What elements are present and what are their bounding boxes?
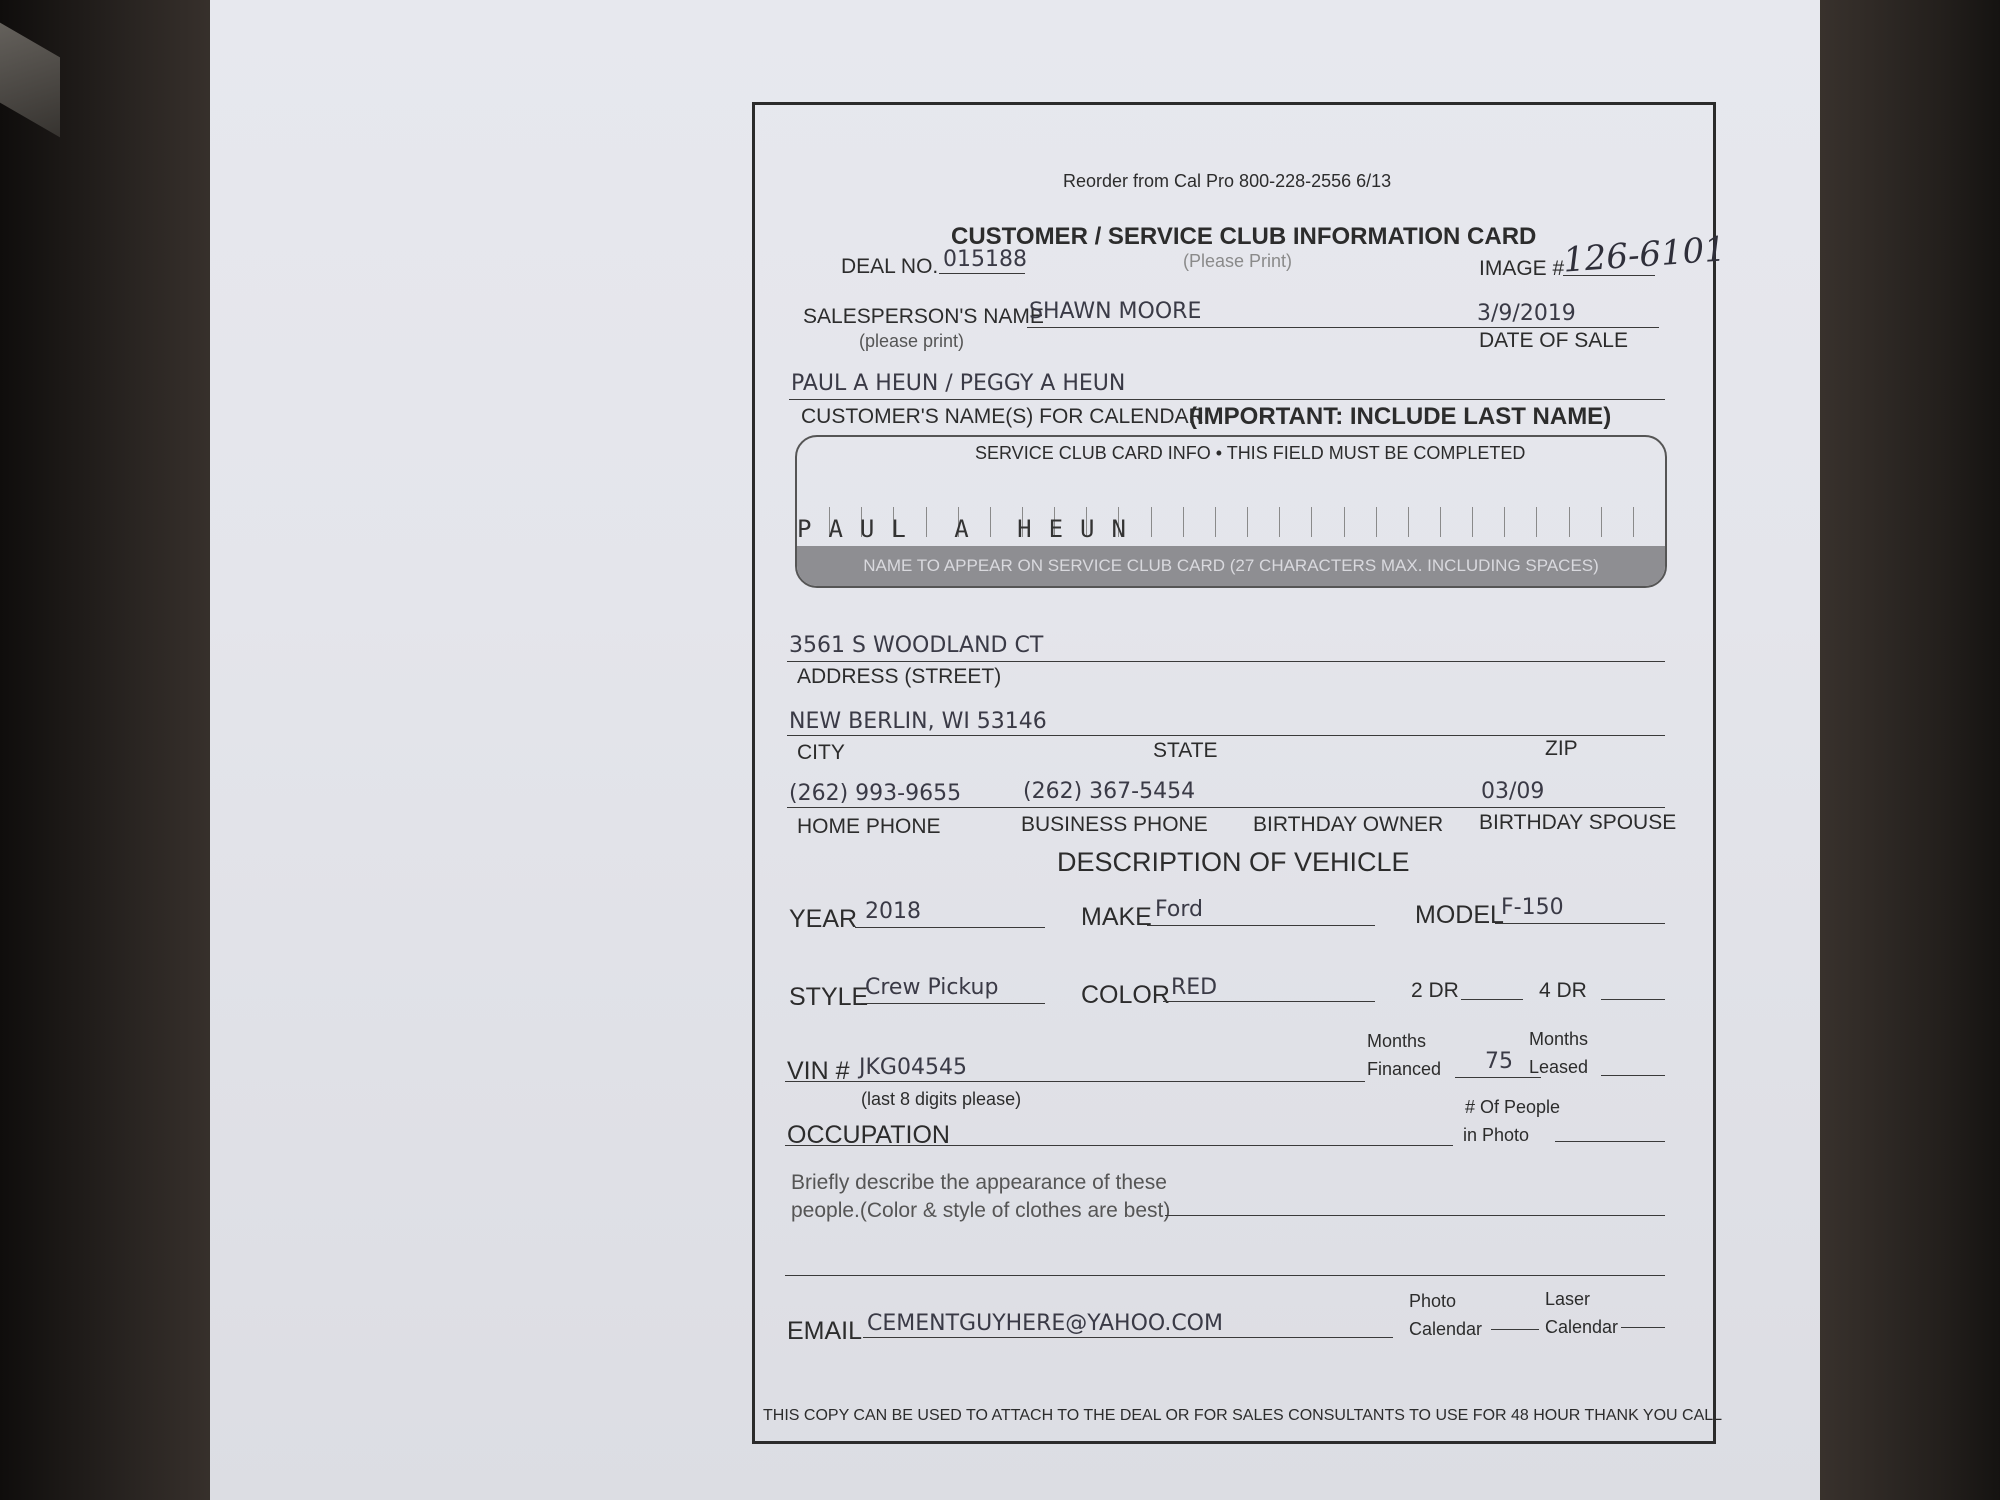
service-club-cell-divider [1376, 507, 1377, 537]
service-club-cell-divider [1247, 507, 1248, 537]
months-financed-label-1: Months [1367, 1031, 1427, 1051]
deal-no-label: DEAL NO. [841, 255, 939, 278]
model-label: MODEL [1415, 901, 1504, 929]
service-club-header: SERVICE CLUB CARD INFO • THIS FIELD MUST BE COMPLETED [975, 443, 1526, 463]
birthday-spouse-label: BIRTHDAY SPOUSE [1479, 811, 1677, 834]
service-club-cell-divider [1536, 507, 1537, 537]
salesperson-value: SHAWN MOORE [1029, 299, 1202, 324]
style-value: Crew Pickup [865, 975, 999, 1000]
zip-label: ZIP [1545, 737, 1578, 760]
image-line [1563, 275, 1655, 276]
information-card [752, 102, 1728, 1444]
deal-no-line [939, 273, 1025, 274]
months-leased-label-1: Months [1529, 1029, 1589, 1049]
service-club-cell-divider [1151, 507, 1152, 537]
model-line [1495, 923, 1665, 924]
reorder-text: Reorder from Cal Pro 800-228-2556 6/13 [1063, 171, 1392, 191]
service-club-band: NAME TO APPEAR ON SERVICE CLUB CARD (27 CHARACTERS MAX. INCLUDING SPACES) [797, 546, 1665, 586]
vin-line [785, 1081, 1365, 1082]
model-value: F-150 [1501, 895, 1564, 920]
service-club-cell-divider [1601, 507, 1602, 537]
make-value: Ford [1155, 897, 1203, 922]
describe-line-1: Briefly describe the appearance of these [791, 1171, 1167, 1194]
people-label-1: # Of People [1465, 1097, 1561, 1117]
please-print-note: (Please Print) [1183, 251, 1293, 271]
months-leased-line [1601, 1075, 1665, 1076]
address-label: ADDRESS (STREET) [797, 665, 1002, 688]
describe-line-2: people.(Color & style of clothes are best) [791, 1199, 1171, 1222]
city-value: NEW BERLIN, WI 53146 [789, 709, 1047, 734]
paper-sheet [210, 0, 1820, 1500]
make-line [1147, 925, 1375, 926]
state-label: STATE [1153, 739, 1218, 762]
image-value: 126-6101 [1561, 229, 1728, 281]
email-line [863, 1337, 1393, 1338]
customer-names-line [789, 399, 1665, 400]
vin-label: VIN # [787, 1057, 850, 1085]
year-label: YEAR [789, 905, 858, 933]
service-club-cell-divider [1311, 507, 1312, 537]
card-title: CUSTOMER / SERVICE CLUB INFORMATION CARD [951, 223, 1537, 250]
year-line [855, 927, 1045, 928]
background-right [1810, 0, 2000, 1500]
business-phone-label: BUSINESS PHONE [1021, 813, 1208, 836]
style-line [861, 1003, 1045, 1004]
photo-calendar-line [1491, 1329, 1539, 1330]
service-club-cell-divider [1472, 507, 1473, 537]
birthday-spouse-value: 03/09 [1481, 779, 1545, 804]
background-left [0, 0, 230, 1500]
email-value: CEMENTGUYHERE@YAHOO.COM [867, 1311, 1223, 1336]
4dr-label: 4 DR [1539, 979, 1587, 1002]
style-label: STYLE [789, 983, 869, 1011]
address-value: 3561 S WOODLAND CT [789, 633, 1044, 658]
vehicle-heading: DESCRIPTION OF VEHICLE [1057, 847, 1410, 877]
photo-calendar-label-1: Photo [1409, 1291, 1457, 1311]
2dr-label: 2 DR [1411, 979, 1459, 1002]
service-club-cell-divider [1344, 507, 1345, 537]
months-leased-label-2: Leased [1529, 1057, 1589, 1077]
vin-value: JKG04545 [859, 1055, 967, 1080]
address-line [787, 661, 1665, 662]
date-of-sale-label: DATE OF SALE [1479, 329, 1628, 352]
email-label: EMAIL [787, 1317, 863, 1345]
service-club-cell-divider [1279, 507, 1280, 537]
date-of-sale-value: 3/9/2019 [1477, 301, 1576, 326]
photo-calendar-label-2: Calendar [1409, 1319, 1483, 1339]
service-club-cell-divider [1183, 507, 1184, 537]
home-phone-value: (262) 993-9655 [789, 781, 962, 806]
service-club-cell-divider [1569, 507, 1570, 537]
service-club-cell-divider [1215, 507, 1216, 537]
home-phone-label: HOME PHONE [797, 815, 941, 838]
laser-calendar-label-1: Laser [1545, 1289, 1591, 1309]
year-value: 2018 [865, 899, 921, 924]
service-club-cell-divider [1504, 507, 1505, 537]
blank-line [785, 1275, 1665, 1276]
city-label: CITY [797, 741, 845, 764]
customer-names-label: CUSTOMER'S NAME(S) FOR CALENDAR [801, 405, 1204, 428]
business-phone-value: (262) 367-5454 [1023, 779, 1196, 804]
4dr-line [1601, 999, 1665, 1000]
birthday-owner-label: BIRTHDAY OWNER [1253, 813, 1444, 836]
people-line [1555, 1141, 1665, 1142]
footer-note: THIS COPY CAN BE USED TO ATTACH TO THE DEAL OR FOR SALES CONSULTANTS TO USE FOR 48 HOUR THANK YOU CALL [763, 1407, 1723, 1424]
service-club-cell-divider [1633, 507, 1634, 537]
occupation-label: OCCUPATION [787, 1121, 950, 1149]
image-label: IMAGE # [1479, 257, 1565, 280]
months-financed-value: 75 [1485, 1049, 1513, 1074]
vin-sub: (last 8 digits please) [861, 1089, 1022, 1109]
occupation-line [785, 1145, 1453, 1146]
salesperson-label: SALESPERSON'S NAME [803, 305, 1044, 328]
city-line [787, 735, 1665, 736]
service-club-box [795, 435, 1667, 588]
phones-line [787, 807, 1665, 808]
service-club-cell-divider [1440, 507, 1441, 537]
people-label-2: in Photo [1463, 1125, 1530, 1145]
service-club-cell-divider [1408, 507, 1409, 537]
describe-line [1165, 1215, 1665, 1216]
salesperson-sub: (please print) [859, 331, 965, 351]
color-line [1163, 1001, 1375, 1002]
deal-no-value: 015188 [943, 247, 1027, 272]
laser-calendar-label-2: Calendar [1545, 1317, 1619, 1337]
customer-names-important: (IMPORTANT: INCLUDE LAST NAME) [1189, 403, 1612, 430]
2dr-line [1461, 999, 1523, 1000]
color-value: RED [1171, 975, 1218, 1000]
customer-names-value: PAUL A HEUN / PEGGY A HEUN [791, 371, 1126, 396]
make-label: MAKE [1081, 903, 1152, 931]
color-label: COLOR [1081, 981, 1170, 1009]
months-financed-label-2: Financed [1367, 1059, 1442, 1079]
laser-calendar-line [1621, 1327, 1665, 1328]
salesperson-line [1027, 327, 1659, 328]
service-club-name: PAUL A HEUN [797, 515, 1143, 543]
